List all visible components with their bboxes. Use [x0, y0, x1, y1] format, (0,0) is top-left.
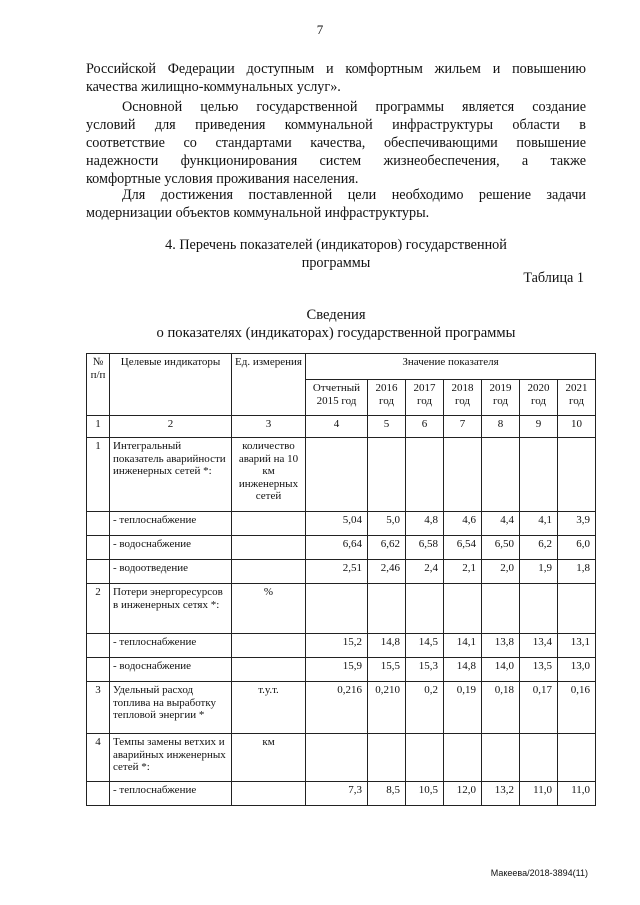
column-number: 3: [232, 416, 306, 438]
header-num: № п/п: [87, 354, 110, 416]
table-row: [87, 658, 596, 682]
paragraph-line: надежности функционирования систем жизнеобеспечения, а также: [86, 153, 586, 169]
column-number: 9: [520, 416, 558, 438]
indicator-value: 15,9: [306, 658, 368, 682]
indicator-value: 0,18: [482, 682, 520, 734]
indicator-value: 12,0: [444, 782, 482, 806]
indicator-unit: [232, 536, 306, 560]
indicator-value: [406, 438, 444, 512]
indicator-value: [306, 584, 368, 634]
indicator-name: - водоотведение: [110, 560, 232, 584]
row-number: 2: [87, 584, 110, 634]
indicator-value: 14,0: [482, 658, 520, 682]
paragraph-line: модернизации объектов коммунальной инфраструктуры.: [86, 205, 430, 221]
header-year: 2019 год: [482, 380, 520, 416]
indicator-value: [368, 438, 406, 512]
indicator-value: [482, 584, 520, 634]
indicator-value: 0,210: [368, 682, 406, 734]
indicator-value: 15,2: [306, 634, 368, 658]
indicator-value: [482, 438, 520, 512]
indicator-value: 15,3: [406, 658, 444, 682]
indicators-table: [86, 353, 596, 806]
indicator-value: 10,5: [406, 782, 444, 806]
indicator-value: 6,64: [306, 536, 368, 560]
paragraph-line: соответствие со стандартами качества, обеспечивающими повышение: [86, 135, 586, 151]
indicator-unit: [232, 634, 306, 658]
table-title-line: о показателях (индикаторах) государственной программы: [156, 325, 516, 341]
indicator-value: 4,8: [406, 512, 444, 536]
indicator-value: 8,5: [368, 782, 406, 806]
indicator-value: 11,0: [520, 782, 558, 806]
table-row: [87, 584, 596, 634]
indicator-value: 14,8: [444, 658, 482, 682]
indicator-value: 13,8: [482, 634, 520, 658]
row-number: [87, 560, 110, 584]
indicator-value: 6,62: [368, 536, 406, 560]
header-unit: Ед. измерения: [232, 354, 306, 416]
indicator-value: 2,0: [482, 560, 520, 584]
indicator-value: 6,58: [406, 536, 444, 560]
indicator-unit: км: [232, 734, 306, 782]
column-number: 7: [444, 416, 482, 438]
indicator-name: - теплоснабжение: [110, 634, 232, 658]
paragraph-goal: [86, 98, 586, 188]
indicator-name: Темпы замены ветхих и аварийных инженерных сетей *:: [110, 734, 232, 782]
indicator-value: 7,3: [306, 782, 368, 806]
indicator-value: 2,46: [368, 560, 406, 584]
indicator-value: [520, 734, 558, 782]
indicator-value: 0,19: [444, 682, 482, 734]
indicator-value: 14,1: [444, 634, 482, 658]
indicator-value: 13,4: [520, 634, 558, 658]
indicator-value: 6,0: [558, 536, 596, 560]
indicator-value: 14,8: [368, 634, 406, 658]
indicator-value: 11,0: [558, 782, 596, 806]
indicator-name: - теплоснабжение: [110, 512, 232, 536]
row-number: [87, 634, 110, 658]
header-year: 2016 год: [368, 380, 406, 416]
column-number: 2: [110, 416, 232, 438]
indicator-name: - водоснабжение: [110, 536, 232, 560]
indicator-value: 2,51: [306, 560, 368, 584]
indicator-value: [482, 734, 520, 782]
column-number: 5: [368, 416, 406, 438]
indicator-value: 1,9: [520, 560, 558, 584]
table-row: [87, 734, 596, 782]
indicator-value: 13,2: [482, 782, 520, 806]
indicator-value: 2,4: [406, 560, 444, 584]
indicator-unit: количество аварий на 10 км инженерных сетей: [232, 438, 306, 512]
table-title-line: Сведения: [306, 307, 366, 323]
indicator-value: 4,1: [520, 512, 558, 536]
indicator-value: 4,4: [482, 512, 520, 536]
column-number: 4: [306, 416, 368, 438]
indicator-value: [520, 438, 558, 512]
paragraph-line: качества жилищно-коммунальных услуг».: [86, 79, 341, 95]
table-title: [86, 306, 586, 342]
row-number: [87, 536, 110, 560]
indicator-value: 5,0: [368, 512, 406, 536]
indicator-value: 6,50: [482, 536, 520, 560]
indicator-value: 6,54: [444, 536, 482, 560]
indicator-value: [406, 584, 444, 634]
table-row: [87, 782, 596, 806]
section-heading-line: программы: [301, 255, 371, 271]
header-year: 2018 год: [444, 380, 482, 416]
indicator-name: Удельный расход топлива на выработку тепловой энергии *: [110, 682, 232, 734]
header-year: Отчетный 2015 год: [306, 380, 368, 416]
indicator-value: [444, 584, 482, 634]
column-numbers-row: [87, 416, 596, 438]
indicator-unit: [232, 512, 306, 536]
indicator-value: 0,216: [306, 682, 368, 734]
indicator-value: 13,0: [558, 658, 596, 682]
column-number: 6: [406, 416, 444, 438]
indicator-name: - теплоснабжение: [110, 782, 232, 806]
indicator-value: [444, 734, 482, 782]
section-heading: [86, 236, 586, 272]
column-number: 8: [482, 416, 520, 438]
table-row: [87, 438, 596, 512]
indicator-value: 4,6: [444, 512, 482, 536]
indicator-value: [558, 438, 596, 512]
indicator-value: [520, 584, 558, 634]
indicator-value: 2,1: [444, 560, 482, 584]
indicator-value: [558, 584, 596, 634]
indicator-value: [368, 734, 406, 782]
paragraph-line: Для достижения поставленной цели необходимо решение задачи: [122, 187, 586, 203]
indicator-value: 13,5: [520, 658, 558, 682]
paragraph-line: Российской Федерации доступным и комфортным жильем и повышению: [86, 61, 586, 77]
row-number: 4: [87, 734, 110, 782]
row-number: 3: [87, 682, 110, 734]
header-indicators: Целевые индикаторы: [110, 354, 232, 416]
indicator-value: [558, 734, 596, 782]
table-label: Таблица 1: [523, 270, 584, 286]
indicator-unit: [232, 782, 306, 806]
header-year: 2020 год: [520, 380, 558, 416]
indicator-name: Потери энергоресурсов в инженерных сетях *:: [110, 584, 232, 634]
indicator-value: 3,9: [558, 512, 596, 536]
page-number: 7: [316, 22, 324, 37]
indicator-value: [306, 438, 368, 512]
indicator-value: [368, 584, 406, 634]
row-number: [87, 782, 110, 806]
table-body: [87, 438, 596, 806]
indicator-unit: [232, 560, 306, 584]
indicator-unit: [232, 658, 306, 682]
indicator-value: 13,1: [558, 634, 596, 658]
paragraph-line: комфортные условия проживания населения.: [86, 171, 359, 187]
indicator-value: 0,2: [406, 682, 444, 734]
indicator-value: 1,8: [558, 560, 596, 584]
table-row: [87, 512, 596, 536]
header-year: 2021 год: [558, 380, 596, 416]
document-code: Макеева/2018-3894(11): [490, 868, 588, 878]
indicator-value: [306, 734, 368, 782]
indicator-value: [444, 438, 482, 512]
paragraph-line: условий для приведения коммунальной инфраструктуры области в: [86, 117, 586, 133]
header-row: [87, 354, 596, 380]
indicator-name: Интегральный показатель аварийности инженерных сетей *:: [110, 438, 232, 512]
row-number: 1: [87, 438, 110, 512]
indicator-value: 14,5: [406, 634, 444, 658]
column-number: 1: [87, 416, 110, 438]
indicator-unit: %: [232, 584, 306, 634]
header-value: Значение показателя: [306, 354, 596, 380]
table-row: [87, 536, 596, 560]
indicator-value: 5,04: [306, 512, 368, 536]
row-number: [87, 658, 110, 682]
indicator-value: 15,5: [368, 658, 406, 682]
header-year: 2017 год: [406, 380, 444, 416]
row-number: [87, 512, 110, 536]
paragraph-task: [86, 186, 586, 222]
table-row: [87, 560, 596, 584]
paragraph-continuation: [86, 60, 586, 96]
indicator-value: 0,16: [558, 682, 596, 734]
indicator-value: [406, 734, 444, 782]
indicator-name: - водоснабжение: [110, 658, 232, 682]
table-row: [87, 634, 596, 658]
paragraph-line: Основной целью государственной программы является создание: [122, 99, 586, 115]
column-number: 10: [558, 416, 596, 438]
indicator-value: 0,17: [520, 682, 558, 734]
table-row: [87, 682, 596, 734]
indicator-value: 6,2: [520, 536, 558, 560]
section-heading-line: 4. Перечень показателей (индикаторов) государственной: [165, 237, 507, 253]
indicator-unit: т.у.т.: [232, 682, 306, 734]
